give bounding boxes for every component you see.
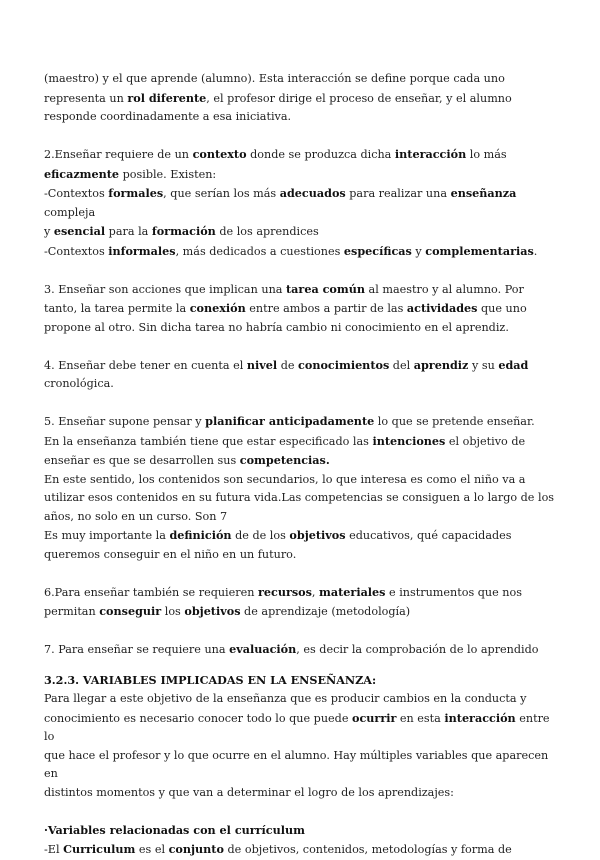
bold-term: actividades (406, 301, 478, 315)
text-run: y (44, 225, 54, 238)
text-run: posible. Existen: (119, 167, 217, 181)
text-run: 6.Para enseñar también se requieren (44, 585, 258, 599)
text-line (44, 375, 560, 394)
bold-term: formales (108, 186, 164, 200)
paragraph-spacer (44, 394, 560, 413)
bold-term: conexión (189, 301, 246, 315)
bold-term: recursos (258, 584, 312, 599)
bold-term: conocimientos (298, 357, 390, 372)
bold-term: edad (498, 357, 529, 372)
text-line (44, 508, 560, 527)
text-run: En la enseñanza también tiene que estar especificado las (44, 434, 373, 448)
bold-term: aprendiz (413, 357, 469, 372)
paragraph (44, 640, 560, 660)
text-run: del (389, 358, 414, 372)
text-run: tanto, la tarea permite la (44, 302, 190, 315)
text-run: de (277, 358, 299, 372)
text-run: entre ambos a partir de las (245, 302, 407, 315)
text-run: En este sentido, los contenidos son secundarios, lo que interesa es como el niño va a (44, 472, 526, 486)
paragraph (44, 70, 560, 127)
bold-term: esencial (53, 224, 106, 238)
bold-term: objetivos (184, 604, 241, 618)
text-run: Para llegar a este objetivo de la enseñanza que es producir cambios en la conducta y (44, 692, 527, 705)
text-run: 4. Enseñar debe tener en cuenta el (44, 358, 247, 372)
text-run: compleja (44, 205, 96, 219)
text-line (44, 89, 560, 109)
bold-term: complementarias (425, 243, 534, 258)
text-run: el objetivo de (445, 434, 526, 448)
text-run: que uno (477, 302, 527, 315)
text-line (44, 784, 560, 803)
text-run: (maestro) y el que aprende (alumno). Esta interacción se define porque cada uno (44, 72, 505, 85)
text-line (44, 709, 560, 747)
text-run: de aprendizaje (metodología) (240, 605, 411, 618)
text-run: enseñar es que se desarrollen sus (44, 454, 240, 467)
bold-term: interacción (444, 710, 516, 725)
paragraph-spacer (44, 564, 560, 583)
bold-term: eficazmente (44, 166, 120, 181)
text-run: propone al otro. Sin dicha tarea no habría cambio ni conocimiento en el aprendiz. (44, 320, 509, 334)
paragraph-spacer (44, 660, 560, 671)
bold-term: planificar anticipadamente (205, 414, 375, 428)
bold-term: específicas (343, 243, 412, 258)
text-line (44, 108, 560, 127)
text-run: en esta (396, 711, 445, 725)
text-run: utilizar esos contenidos en su futura vida.Las competencias se consiguen a lo largo de los (44, 491, 555, 504)
bold-term: evaluación (229, 642, 297, 656)
text-run: conocimiento es necesario conocer todo lo que puede (44, 711, 353, 725)
paragraph (44, 412, 560, 564)
text-line (44, 690, 560, 709)
text-line (44, 526, 560, 546)
text-run: años, no solo en un curso. Son 7 (44, 509, 228, 523)
text-run: para la (105, 225, 152, 238)
text-line (44, 489, 560, 508)
text-run: lo más (466, 148, 507, 161)
text-run: para realizar una (345, 187, 451, 200)
text-line (44, 299, 560, 319)
text-run: y (411, 244, 426, 258)
text-run: entre lo (44, 711, 550, 743)
bold-term: 3.2.3. VARIABLES IMPLICADAS EN LA ENSEÑANZA: (44, 672, 377, 687)
paragraph (44, 583, 560, 622)
text-line (44, 451, 560, 471)
text-line (44, 471, 560, 490)
paragraph-spacer (44, 127, 560, 146)
document-body (44, 70, 560, 860)
paragraph-spacer (44, 337, 560, 356)
text-run: y su (468, 358, 499, 372)
text-line (44, 821, 560, 841)
text-run: representa un (44, 91, 128, 105)
text-run: responde coordinadamente a esa iniciativa. (44, 110, 292, 123)
text-run: -El (44, 843, 64, 856)
text-run: educativos, qué capacidades (345, 529, 512, 542)
text-run: es el (135, 843, 169, 856)
bold-term: objetivos (289, 528, 346, 542)
text-run: , que serían los más (163, 187, 280, 200)
text-line (44, 280, 560, 300)
text-line (44, 583, 560, 603)
bold-term: contexto (192, 147, 247, 161)
text-line (44, 840, 560, 860)
text-line (44, 546, 560, 565)
bold-term: Curriculum (63, 842, 136, 856)
text-line (44, 165, 560, 185)
bold-term: nivel (246, 357, 278, 372)
paragraph (44, 280, 560, 338)
text-run: que hace el profesor y lo que ocurre en el alumno. Hay múltiples variables que aparecen en (44, 748, 549, 780)
text-line (44, 432, 560, 452)
text-run: distintos momentos y que van a determinar el logro de los aprendizajes: (44, 785, 454, 799)
text-run: e instrumentos que nos (385, 585, 522, 599)
text-run: , (311, 585, 320, 599)
text-line (44, 602, 560, 622)
bold-term: formación (151, 224, 216, 238)
text-line (44, 145, 560, 165)
bold-term: ocurrir (352, 710, 397, 725)
bold-term: definición (169, 528, 232, 542)
text-run: al maestro y al alumno. Por (364, 282, 524, 296)
text-run: lo que se pretende enseñar. (374, 415, 535, 428)
text-run: , es decir la comprobación de lo aprendido (296, 643, 539, 656)
text-line (44, 319, 560, 338)
bold-term: tarea común (286, 281, 365, 296)
text-run: permitan (44, 605, 100, 618)
text-run: 7. Para enseñar se requiere una (44, 643, 230, 656)
text-line (44, 184, 560, 222)
text-run: de de los (231, 529, 290, 542)
paragraph (44, 145, 560, 261)
text-run: 3. Enseñar son acciones que implican una (44, 282, 287, 296)
text-run: -Contextos (44, 187, 109, 200)
text-run: . (533, 244, 538, 258)
bold-term: materiales (319, 584, 386, 599)
bold-term: conseguir (99, 604, 162, 618)
text-run: 5. Enseñar supone pensar y (44, 415, 206, 428)
text-line (44, 222, 560, 242)
bold-term: adecuados (279, 186, 346, 200)
text-run: , el profesor dirige el proceso de enseñar, y el alumno (206, 91, 512, 105)
bold-term: conjunto (168, 842, 224, 856)
text-run: donde se produzca dicha (246, 148, 395, 161)
paragraph-spacer (44, 622, 560, 641)
text-run: 2.Enseñar requiere de un (44, 148, 193, 161)
paragraph-spacer (44, 261, 560, 280)
text-run: -Contextos (44, 244, 109, 258)
text-line (44, 747, 560, 784)
paragraph (44, 356, 560, 394)
text-line (44, 70, 560, 89)
text-line (44, 356, 560, 376)
text-line (44, 671, 560, 691)
bold-term: enseñanza (450, 186, 517, 200)
paragraph (44, 821, 560, 860)
bold-term: interacción (394, 147, 467, 161)
paragraph-spacer (44, 802, 560, 821)
document-page (44, 70, 560, 860)
text-run: cronológica. (44, 377, 114, 390)
bold-term: informales (108, 243, 176, 258)
text-run: de objetivos, contenidos, metodologías y forma de (223, 843, 512, 856)
text-line (44, 242, 560, 262)
text-run: de los aprendices (215, 225, 319, 238)
text-run: Es muy importante la (44, 529, 170, 542)
bold-term: ·Variables relacionadas con el currículum (44, 822, 305, 837)
bold-term: competencias. (239, 453, 330, 467)
text-line (44, 412, 560, 432)
section-paragraph (44, 671, 560, 803)
text-line (44, 640, 560, 660)
text-run: los (161, 605, 185, 618)
bold-term: intenciones (372, 433, 446, 448)
bold-term: rol diferente (127, 90, 207, 105)
text-run: queremos conseguir en el niño en un futuro. (44, 547, 297, 561)
text-run: , más dedicados a cuestiones (175, 244, 344, 258)
